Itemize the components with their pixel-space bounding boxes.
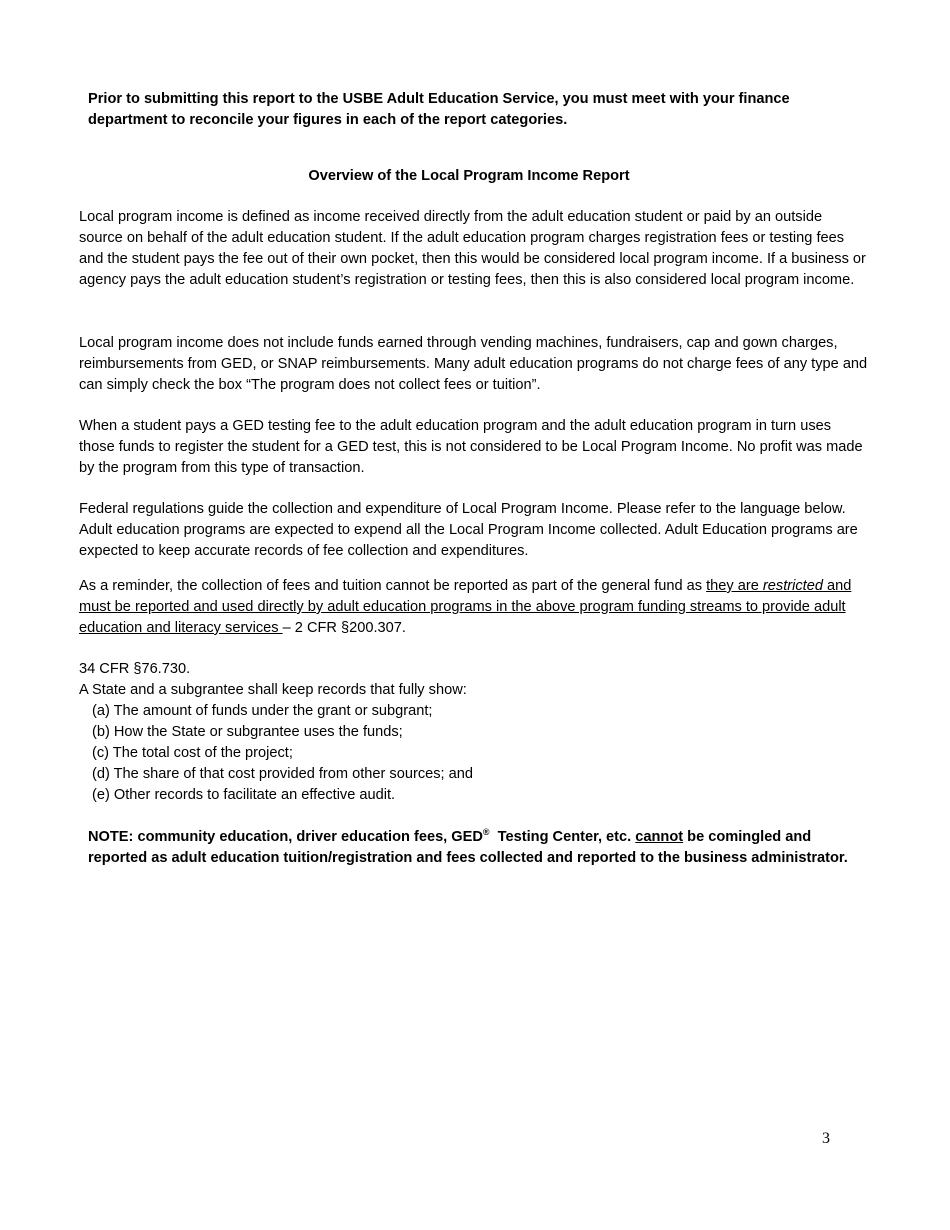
registered-mark: ® (482, 827, 490, 837)
cfr-title: 34 CFR §76.730. (79, 661, 191, 677)
paragraph-definition: Local program income is defined as income received directly from the adult education student or paid by an outside source on behalf of the adult education student. If the adult education program charges registration fees or testing fees and the student pays the fee out of their own pocket, then this would be considered local program income. If a business or agency pays the adult education student’s registration or testing fees, then this is also considered local program income. (79, 209, 866, 288)
paragraph-federal-regulations: Federal regulations guide the collection and expenditure of Local Program Income. Please refer to the language below. Adult education programs are expected to expend all the Local Program Income collected. Adult Education programs are expected to keep accurate records of fee collection and expenditures. (79, 501, 858, 559)
page-number: 3 (822, 1130, 830, 1147)
reminder-restricted-word: restricted (762, 578, 823, 594)
cfr-section (79, 659, 869, 806)
paragraph-reminder (79, 576, 859, 639)
reminder-citation: – 2 CFR §200.307. (282, 620, 406, 636)
cfr-intro: A State and a subgrantee shall keep records that fully show: (79, 682, 467, 698)
cfr-item-a: (a) The amount of funds under the grant or subgrant; (92, 703, 433, 719)
cfr-item-e: (e) Other records to facilitate an effective audit. (92, 787, 396, 803)
cfr-item-b: (b) How the State or subgrantee uses the funds; (92, 724, 403, 740)
paragraph-exclusions: Local program income does not include funds earned through vending machines, fundraisers, cap and gown charges, reimbursements from GED, or SNAP reimbursements. Many adult education programs do not charge fees of any type and can simply check the box “The program does not collect fees or tuition”. (79, 335, 868, 393)
cfr-item-d: (d) The share of that cost provided from other sources; and (92, 766, 473, 782)
reminder-lead: As a reminder, the collection of fees and tuition cannot be reported as part of the general fund as (79, 578, 707, 594)
paragraph-ged-fee: When a student pays a GED testing fee to the adult education program and the adult education program in turn uses those funds to register the student for a GED test, this is not considered to be Local Program Income. No profit was made by the program from this type of transaction. (79, 418, 863, 476)
comingling-note: NOTE: community education, driver education fees, GED® Testing Center, etc. cannot be comingled and reported as adult education tuition/registration and fees collected and reported to the business administrator. (88, 827, 848, 866)
section-heading: Overview of the Local Program Income Report (308, 168, 630, 184)
cfr-item-c: (c) The total cost of the project; (92, 745, 293, 761)
reminder-underlined-text: they are restricted and must be reported and used directly by adult education programs in the above program funding streams to provide adult education and literacy services (79, 578, 852, 636)
cannot-emphasis: cannot (635, 829, 684, 845)
finance-reconcile-notice: Prior to submitting this report to the USBE Adult Education Service, you must meet with your finance department to reconcile your figures in each of the report categories. (88, 91, 790, 128)
